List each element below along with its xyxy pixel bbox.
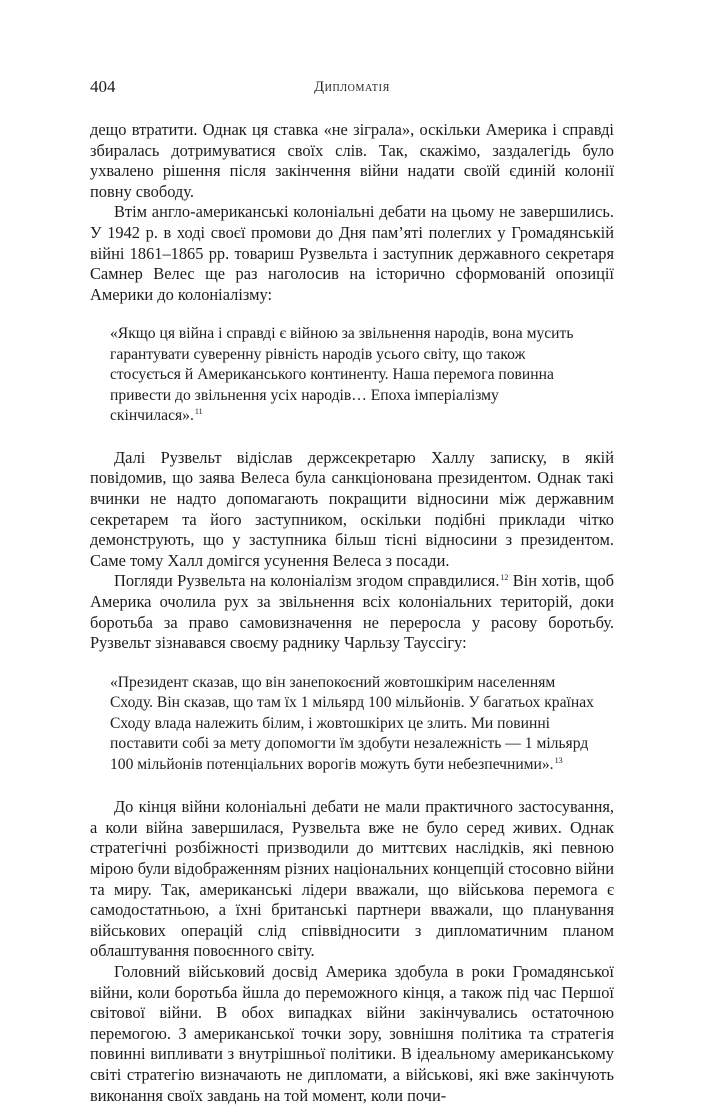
paragraph: Далі Рузвельт відіслав держсекретарю Халлу записку, в якій повідомив, що заява Велеса була санкціонована президентом. Однак такі вчинки не надто допомагають покращити відносини між державним секретарем та його заступником, оскільки подібні приклади чітко демонструють, що у заступника більш тісні відносини з президентом. Саме тому Халл домігся усунення Велеса з посади. — [90, 447, 614, 570]
running-title: Дипломатія — [314, 79, 390, 95]
paragraph: Втім англо-американські колоніальні дебати на цьому не завершились. У 1942 р. в ході своєї промови до Дня пам’яті полеглих у Громадянській війні 1861–1865 рр. товариш Рузвельта і заступник державного секретаря Самнер Велес ще раз наголосив на історично сформованій опозиції Америки до колоніалізму: — [90, 202, 614, 304]
paragraph: дещо втратити. Однак ця ставка «не зіграла», оскільки Америка і справді збиралась дотримуватися своїх слів. Так, скажімо, заздалегідь було ухвалено рішення після закінчення війни надати своїй єдиній колонії повну свободу. — [90, 120, 614, 201]
page-header — [90, 76, 614, 98]
quote-text: «Якщо ця війна і справді є війною за звільнення народів, вона мусить гарантувати суверенну рівність народів усього світу, що також стосується й Американського континенту. Наша перемога повинна привести до звільнення усіх народів… Епоха імперіалізму скінчилася». — [110, 325, 574, 425]
quote-text: «Президент сказав, що він занепокоєний жовтошкірим населенням Сходу. Він сказав, що там їх 1 мільярд 100 мільйонів. У багатьох країнах Сходу влада належить білим, і жовтошкірих це злить. Ми повинні поставити собі за мету допомогти їм здобути незалежність — 1 мільярд 100 мільйонів потенціальних ворогів можуть бути небезпечними». — [110, 673, 594, 773]
paragraph — [90, 571, 614, 653]
footnote-marker: 12 — [500, 572, 509, 582]
body-text — [90, 120, 614, 1106]
paragraph: До кінця війни колоніальні дебати не мали практичного застосування, а коли війна завершилася, Рузвельта вже не було серед живих. Однак стратегічні розбіжності призводили до миттєвих наслідків, які певною мірою були відображенням різних національних концепцій стосовно війни та миру. Так, американські лідери вважали, що військова перемога є самодостатньою, а їхні британські партнери вважали, що планування військових операцій слід співвідносити з дипломатичним планом облаштування повоєнного світу. — [90, 797, 614, 961]
paragraph-text: Погляди Рузвельта на колоніалізм згодом справдилися. — [114, 571, 500, 591]
paragraph-text: Він хотів, щоб Америка очолила рух за звільнення всіх колоніальних територій, доки боротьба за право самовизначення не переросла у расову боротьбу. Рузвельт зізнавався своєму раднику Чарльзу Тауссігу: — [90, 571, 614, 653]
footnote-marker: 13 — [554, 755, 563, 765]
footnote-marker: 11 — [194, 407, 203, 417]
page-number: 404 — [90, 77, 116, 96]
block-quote — [110, 324, 594, 427]
block-quote — [110, 673, 602, 776]
paragraph: Головний військовий досвід Америка здобула в роки Громадянської війни, коли боротьба йшла до переможного кінця, а також під час Першої світової війни. В обох випадках війни закінчувались остаточною перемогою. З американської точки зору, зовнішня політика та стратегія повинні випливати з внутрішньої політики. В ідеальному американському світі стратегію визначають не дипломати, а військові, які вже закінчують виконання своїх завдань на той момент, коли почи- — [90, 962, 614, 1105]
